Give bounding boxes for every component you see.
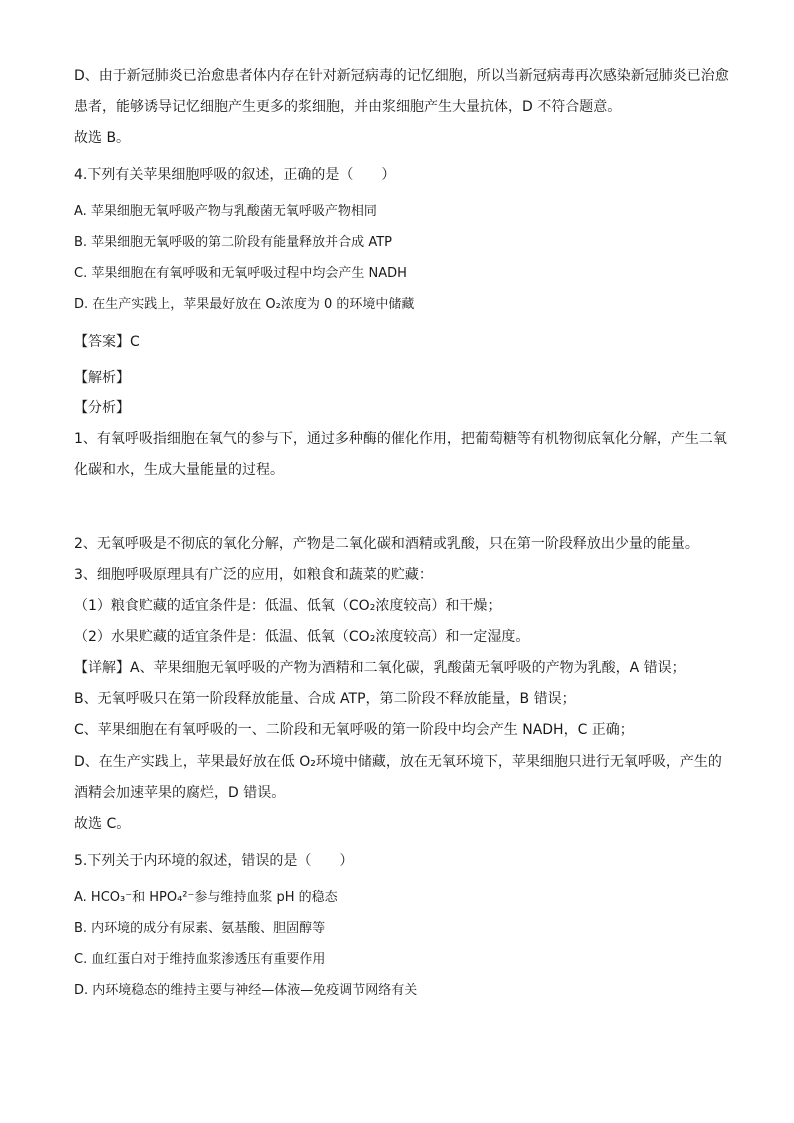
q4-analysis-1b: 化碳和水，生成大量能量的过程。 — [74, 462, 284, 478]
q4-answer: 【答案】C — [74, 334, 140, 350]
q4-detail-b: B、无氧呼吸只在第一阶段释放能量、合成 ATP，第二阶段不释放能量，B 错误； — [74, 691, 576, 707]
q4-jiexi-label: 【解析】 — [74, 370, 130, 386]
q3-option-d-line2: 患者，能够诱导记忆细胞产生更多的浆细胞，并由浆细胞产生大量抗体，D 不符合题意。 — [74, 99, 622, 115]
q4-detail-c: C、苹果细胞在有氧呼吸的一、二阶段和无氧呼吸的第一阶段中均会产生 NADH，C 正确； — [74, 722, 634, 738]
q4-detail-d1: D、在生产实践上，苹果最好放在低 O₂环境中储藏，放在无氧环境下，苹果细胞只进行无氧呼吸，产生的 — [74, 754, 722, 770]
q4-analysis-3-1: （1）粮食贮藏的适宜条件是：低温、低氧（CO₂浓度较高）和干燥； — [74, 598, 502, 614]
q5-option-a: A. HCO₃⁻和 HPO₄²⁻参与维持血浆 pH 的稳态 — [74, 890, 338, 905]
q3-option-d-line1: D、由于新冠肺炎已治愈患者体内存在针对新冠病毒的记忆细胞，所以当新冠病毒再次感染新冠肺炎已治愈 — [74, 68, 729, 84]
q4-option-a: A. 苹果细胞无氧呼吸产物与乳酸菌无氧呼吸产物相同 — [74, 204, 377, 219]
q5-option-c: C. 血红蛋白对于维持血浆渗透压有重要作用 — [74, 952, 326, 967]
q4-option-d: D. 在生产实践上，苹果最好放在 O₂浓度为 0 的环境中储藏 — [74, 297, 415, 312]
q4-fenxi-label: 【分析】 — [74, 400, 130, 416]
q5-stem: 5.下列关于内环境的叙述，错误的是（ ） — [74, 853, 354, 869]
q5-option-d: D. 内环境稳态的维持主要与神经—体液—免疫调节网络有关 — [74, 983, 418, 998]
q4-detail-a: 【详解】A、苹果细胞无氧呼吸的产物为酒精和二氧化碳，乳酸菌无氧呼吸的产物为乳酸，A 错误； — [74, 660, 686, 676]
q5-option-b: B. 内环境的成分有尿素、氨基酸、胆固醇等 — [74, 921, 326, 936]
q4-analysis-2: 2、无氧呼吸是不彻底的氧化分解，产物是二氧化碳和酒精或乳酸，只在第一阶段释放出少量的能量。 — [74, 536, 699, 552]
q4-option-c: C. 苹果细胞在有氧呼吸和无氧呼吸过程中均会产生 NADH — [74, 266, 407, 281]
q4-analysis-1a: 1、有氧呼吸指细胞在氧气的参与下，通过多种酶的催化作用，把葡萄糖等有机物彻底氧化分解，产生二氧 — [74, 431, 727, 447]
q4-conclusion: 故选 C。 — [74, 816, 131, 832]
q4-detail-d2: 酒精会加速苹果的腐烂，D 错误。 — [74, 785, 286, 801]
q4-analysis-3-2: （2）水果贮藏的适宜条件是：低温、低氧（CO₂浓度较高）和一定湿度。 — [74, 629, 530, 645]
q4-analysis-3: 3、细胞呼吸原理具有广泛的应用，如粮食和蔬菜的贮藏： — [74, 567, 433, 583]
q4-option-b: B. 苹果细胞无氧呼吸的第二阶段有能量释放并合成 ATP — [74, 235, 392, 250]
q3-conclusion: 故选 B。 — [74, 130, 131, 146]
q4-stem: 4.下列有关苹果细胞呼吸的叙述，正确的是（ ） — [74, 167, 396, 183]
